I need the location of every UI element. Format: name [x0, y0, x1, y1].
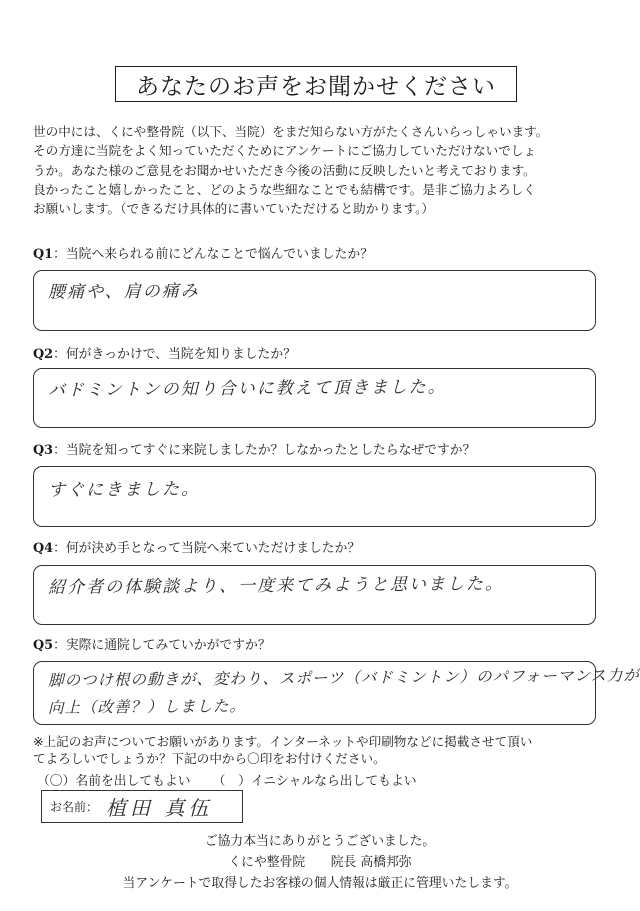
clinic-signature: くにや整骨院 院長 高橋邦弥	[228, 855, 412, 870]
question-number: Q1	[33, 247, 54, 262]
intro-line: うか。あなた様のご意見をお聞かせいただき今後の活動に反映したいと考えております。	[33, 162, 536, 178]
question-text: ：何がきっかけで、当院を知りましたか？	[53, 347, 296, 362]
publication-notice	[33, 733, 532, 767]
notice-line: ※上記のお声についてお願いがあります。インターネットや印刷物などに掲載させて頂い	[33, 734, 533, 749]
option-label: イニシャルなら出してもよい	[250, 774, 417, 789]
answer-box-1[interactable]	[33, 270, 596, 331]
name-field[interactable]	[41, 790, 243, 823]
handwritten-answer: 紹介者の体験談より、一度来てみようと思いました。	[47, 574, 505, 598]
intro-line: お願いします。（できるだけ具体的に書いていただけると助かります。）	[33, 201, 434, 217]
question-text: ：何が決め手となって当院へ来ていただけましたか？	[53, 541, 361, 556]
question-1	[33, 243, 373, 262]
question-text: ：当院へ来られる前にどんなことで悩んでいましたか？	[53, 247, 373, 262]
question-4	[33, 537, 360, 556]
answer-box-5[interactable]	[33, 661, 640, 725]
question-number: Q3	[33, 443, 54, 458]
thanks-text: ご協力本当にありがとうございました。	[204, 834, 436, 849]
question-text: ：当院を知ってすぐに来院しましたか？しなかったとしたらなぜですか？	[53, 443, 476, 458]
notice-line: てよろしいでしょうか？下記の中から〇印をお付けください。	[33, 751, 386, 766]
question-3	[33, 439, 475, 458]
question-number: Q5	[33, 638, 54, 653]
question-5	[33, 634, 271, 653]
question-2	[33, 343, 296, 362]
handwritten-answer: 腰痛や、肩の痛み	[47, 281, 200, 303]
option-label: 名前を出してもよい	[75, 774, 191, 789]
privacy-note: 当アンケートで取得したお客様の個人情報は厳正に管理いたします。	[122, 876, 518, 891]
answer-box-3[interactable]	[33, 466, 596, 527]
survey-title: あなたのお声をお聞かせください	[115, 66, 517, 102]
answer-box-2[interactable]	[33, 368, 596, 428]
handwritten-answer: 向上（改善？）しました。	[47, 697, 247, 717]
handwritten-answer: バドミントンの知り合いに教えて頂きました。	[47, 377, 447, 401]
question-text: ：実際に通院してみていかがですか？	[53, 638, 271, 653]
option-initials-ok[interactable]	[213, 770, 417, 789]
name-value: 植田 真伍	[106, 796, 213, 820]
option-mark: （〇）	[37, 774, 76, 789]
intro-text	[33, 122, 623, 218]
intro-line: 世の中には、くにや整骨院（以下、当院）をまだ知らない方がたくさんいらっしゃいます。	[33, 124, 549, 139]
handwritten-answer: すぐにきました。	[47, 479, 201, 501]
question-number: Q4	[33, 541, 54, 556]
question-number: Q2	[33, 347, 54, 362]
option-name-ok[interactable]	[37, 770, 191, 789]
intro-line: 良かったこと嬉しかったこと、どのような些細なことでも結構です。是非ご協力よろしく	[33, 181, 536, 197]
handwritten-answer: 脚のつけ根の動きが、変わり、スポーツ（バドミントン）のパフォーマンス力が	[47, 666, 640, 690]
option-mark: （ ）	[212, 774, 251, 789]
name-label: お名前：	[50, 800, 99, 814]
intro-line: その方達に当院をよく知っていただくためにアンケートにご協力していただけないでしょ	[33, 143, 536, 159]
answer-box-4[interactable]	[33, 565, 596, 625]
consent-options	[37, 770, 417, 789]
